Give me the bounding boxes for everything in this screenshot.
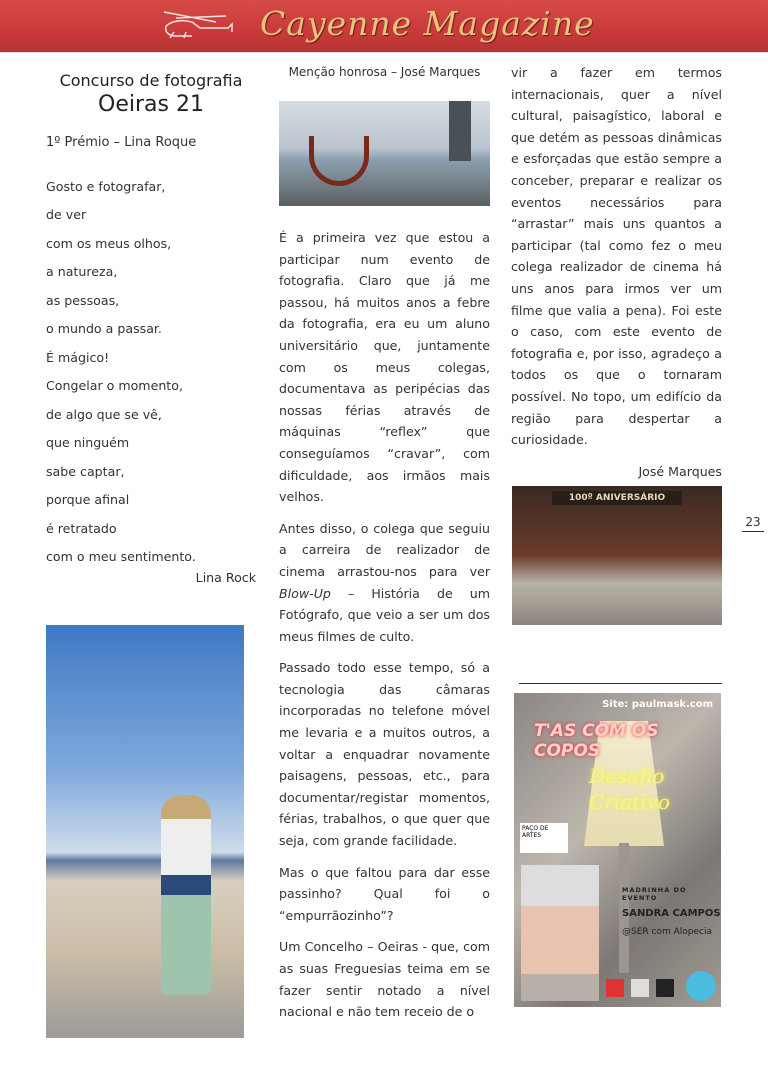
- poster-org: @SER com Alopecia: [622, 927, 712, 937]
- poem-line: Gosto e fotografar,: [46, 178, 166, 194]
- poem: [46, 176, 256, 575]
- magazine-header: [0, 0, 768, 53]
- film-title: Blow-Up: [279, 585, 331, 601]
- page-number: 23: [742, 515, 764, 532]
- text: Antes disso, o colega que seguiu a carreira de realizador de cinema arrastou-nos para ver: [279, 520, 490, 579]
- divider: [519, 683, 722, 684]
- sponsor-logo: [631, 979, 649, 997]
- poem-line: o mundo a passar.: [46, 321, 162, 337]
- poem-line: que ninguém: [46, 435, 130, 451]
- paragraph: Um Concelho – Oeiras - que, com as suas Freguesias teima em se fazer sentir notado a nível nacional e não tem receio de o: [279, 939, 490, 1020]
- poster-name: SANDRA CAMPOS: [622, 908, 721, 919]
- poster-script: Desafio Criativo: [589, 764, 670, 814]
- paragraph: [279, 518, 490, 648]
- photo-photographer-beach: [46, 625, 244, 1038]
- paragraph: Passado todo esse tempo, só a tecnologia das câmaras incorporadas no telefone móvel me levaria e a muitos outros, a voltar a enquadrar novamente paisagens, pessoas, etc., para documentar/registar momentos, férias, trabalhos, o que quer que seja, com grande facilidade.: [279, 660, 490, 849]
- paragraph: Mas o que faltou para dar esse passinho? Qual foi o “empurrãozinho”?: [279, 864, 490, 923]
- poster-site: Site: paulmask.com: [602, 699, 713, 710]
- article-heading: Concurso de fotografia: [59, 71, 243, 90]
- poem-line: É mágico!: [46, 349, 110, 365]
- right-column: [511, 62, 722, 482]
- magazine-title: Cayenne Magazine: [260, 4, 595, 43]
- sponsor-logo: [606, 979, 624, 997]
- left-column: [46, 70, 256, 588]
- poem-line: as pessoas,: [46, 292, 120, 308]
- text: – História de um Fotógrafo, que veio a ser um dos meus filmes de culto.: [279, 585, 490, 644]
- poster-role: MADRINHA DO EVENTO: [622, 886, 687, 902]
- photo-caption: Menção honrosa – José Marques: [288, 65, 481, 79]
- poem-line: Congelar o momento,: [46, 378, 183, 394]
- author-signature: José Marques: [638, 463, 722, 479]
- paragraph: É a primeira vez que estou a participar num evento de fotografia. Claro que já me passou, há muitos anos a febre da fotografia, era eu um aluno universitário que, juntamente com os meus colegas, documentava as peripécias das nossas férias através de máquinas “reflex” que conseguíamos “cravar”, com dificuldade, aos irmãos mais velhos.: [279, 230, 490, 505]
- middle-column: [279, 62, 490, 84]
- poem-line: sabe captar,: [46, 463, 125, 479]
- photo-anchor-harbour: [279, 101, 490, 206]
- event-poster: [514, 693, 721, 1007]
- poem-line: com os meus olhos,: [46, 235, 172, 251]
- helicopter-icon: [156, 8, 240, 42]
- poem-line: é retratado: [46, 520, 117, 536]
- paragraph: vir a fazer em termos internacionais, quer a nível cultural, paisagístico, laboral e que detém as pessoas dinâmicas e esforçadas que estão sempre a conceber, preparar e realizar os eventos necessários para “arrastar” mais uns quantos a participar (tal como fez o meu colega realizador de cinema há uns anos para irmos ver um filme que valia a pena). Foi este o caso, com este evento de fotografia e, por isso, agradeço a todos os que o tornaram possível. No topo, um edifício da região para despertar a curiosidade.: [511, 65, 722, 448]
- poem-signature: Lina Rock: [195, 569, 256, 585]
- photo-anniversary-event: [512, 486, 722, 625]
- poem-line: porque afinal: [46, 492, 130, 508]
- poem-line: com o meu sentimento.: [46, 549, 196, 565]
- banner-text: 100º ANIVERSÁRIO: [552, 491, 682, 505]
- poster-title: T'AS COM OS COPOS: [534, 721, 659, 761]
- sponsor-logo: [656, 979, 674, 997]
- prize-label: 1º Prémio – Lina Roque: [46, 135, 197, 151]
- poem-line: a natureza,: [46, 264, 118, 280]
- sponsor-logo: [686, 971, 716, 1001]
- middle-text: [279, 227, 490, 1033]
- poem-line: de algo que se vê,: [46, 406, 162, 422]
- poem-line: de ver: [46, 207, 87, 223]
- article-subheading: Oeiras 21: [98, 91, 204, 117]
- portrait-photo: [521, 865, 599, 1001]
- paco-de-artes-logo: PAÇO DE ARTES: [520, 823, 568, 853]
